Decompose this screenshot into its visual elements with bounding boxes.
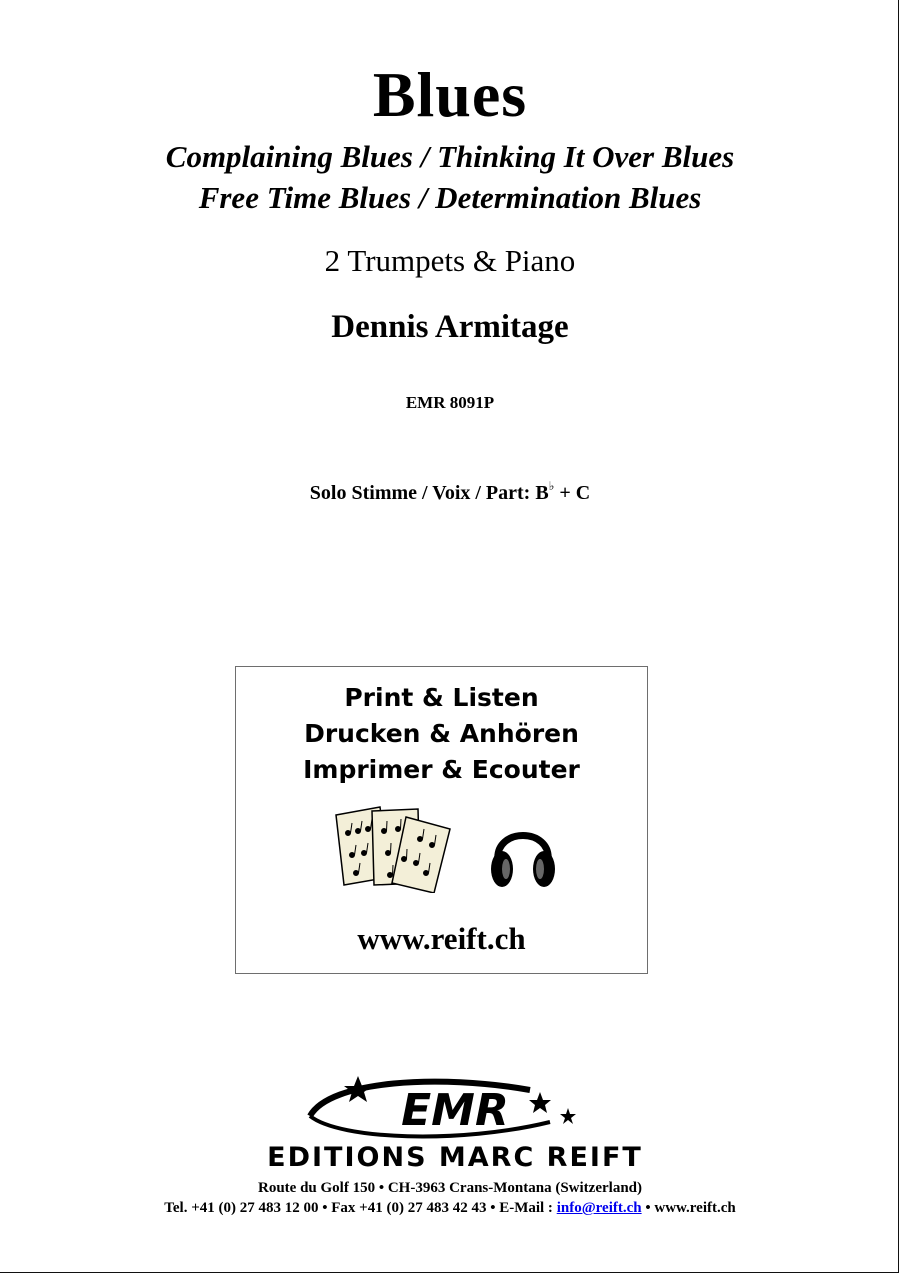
emr-logo [230, 1070, 680, 1170]
promo-line-german: Drucken & Anhören [304, 719, 579, 748]
publisher-contact [0, 1200, 900, 1217]
headphones-icon [488, 817, 558, 893]
instrumentation: 2 Trumpets & Piano [324, 243, 576, 278]
flat-symbol: ♭ [548, 479, 555, 493]
publisher-name: EDITIONS MARC REIFT [267, 1142, 643, 1170]
promo-line-english: Print & Listen [344, 683, 539, 712]
publisher-address: Route du Golf 150 • CH-3963 Crans-Montana (Switzerland) [258, 1180, 642, 1196]
promo-line-french: Imprimer & Ecouter [303, 755, 580, 784]
logo-mark-text: EMR [401, 1085, 509, 1136]
contact-suffix: • www.reift.ch [641, 1200, 736, 1216]
subtitle-line-2: Free Time Blues / Determination Blues [198, 180, 702, 215]
part-label [0, 479, 900, 505]
print-listen-box[interactable] [235, 666, 648, 974]
subtitle-line-1: Complaining Blues / Thinking It Over Blues [165, 139, 735, 174]
contact-prefix: Tel. +41 (0) 27 483 12 00 • Fax +41 (0) 27 483 42 43 • E-Mail : [164, 1200, 557, 1216]
sheet-music-icon [328, 803, 458, 893]
composer-name: Dennis Armitage [331, 309, 569, 345]
page-title: Blues [372, 59, 528, 130]
email-link[interactable]: info@reift.ch [556, 1200, 642, 1216]
part-label-suffix: + C [554, 482, 591, 504]
catalog-code: EMR 8091P [405, 393, 495, 412]
promo-website[interactable]: www.reift.ch [357, 921, 526, 956]
part-label-text: Solo Stimme / Voix / Part: B [309, 482, 549, 504]
